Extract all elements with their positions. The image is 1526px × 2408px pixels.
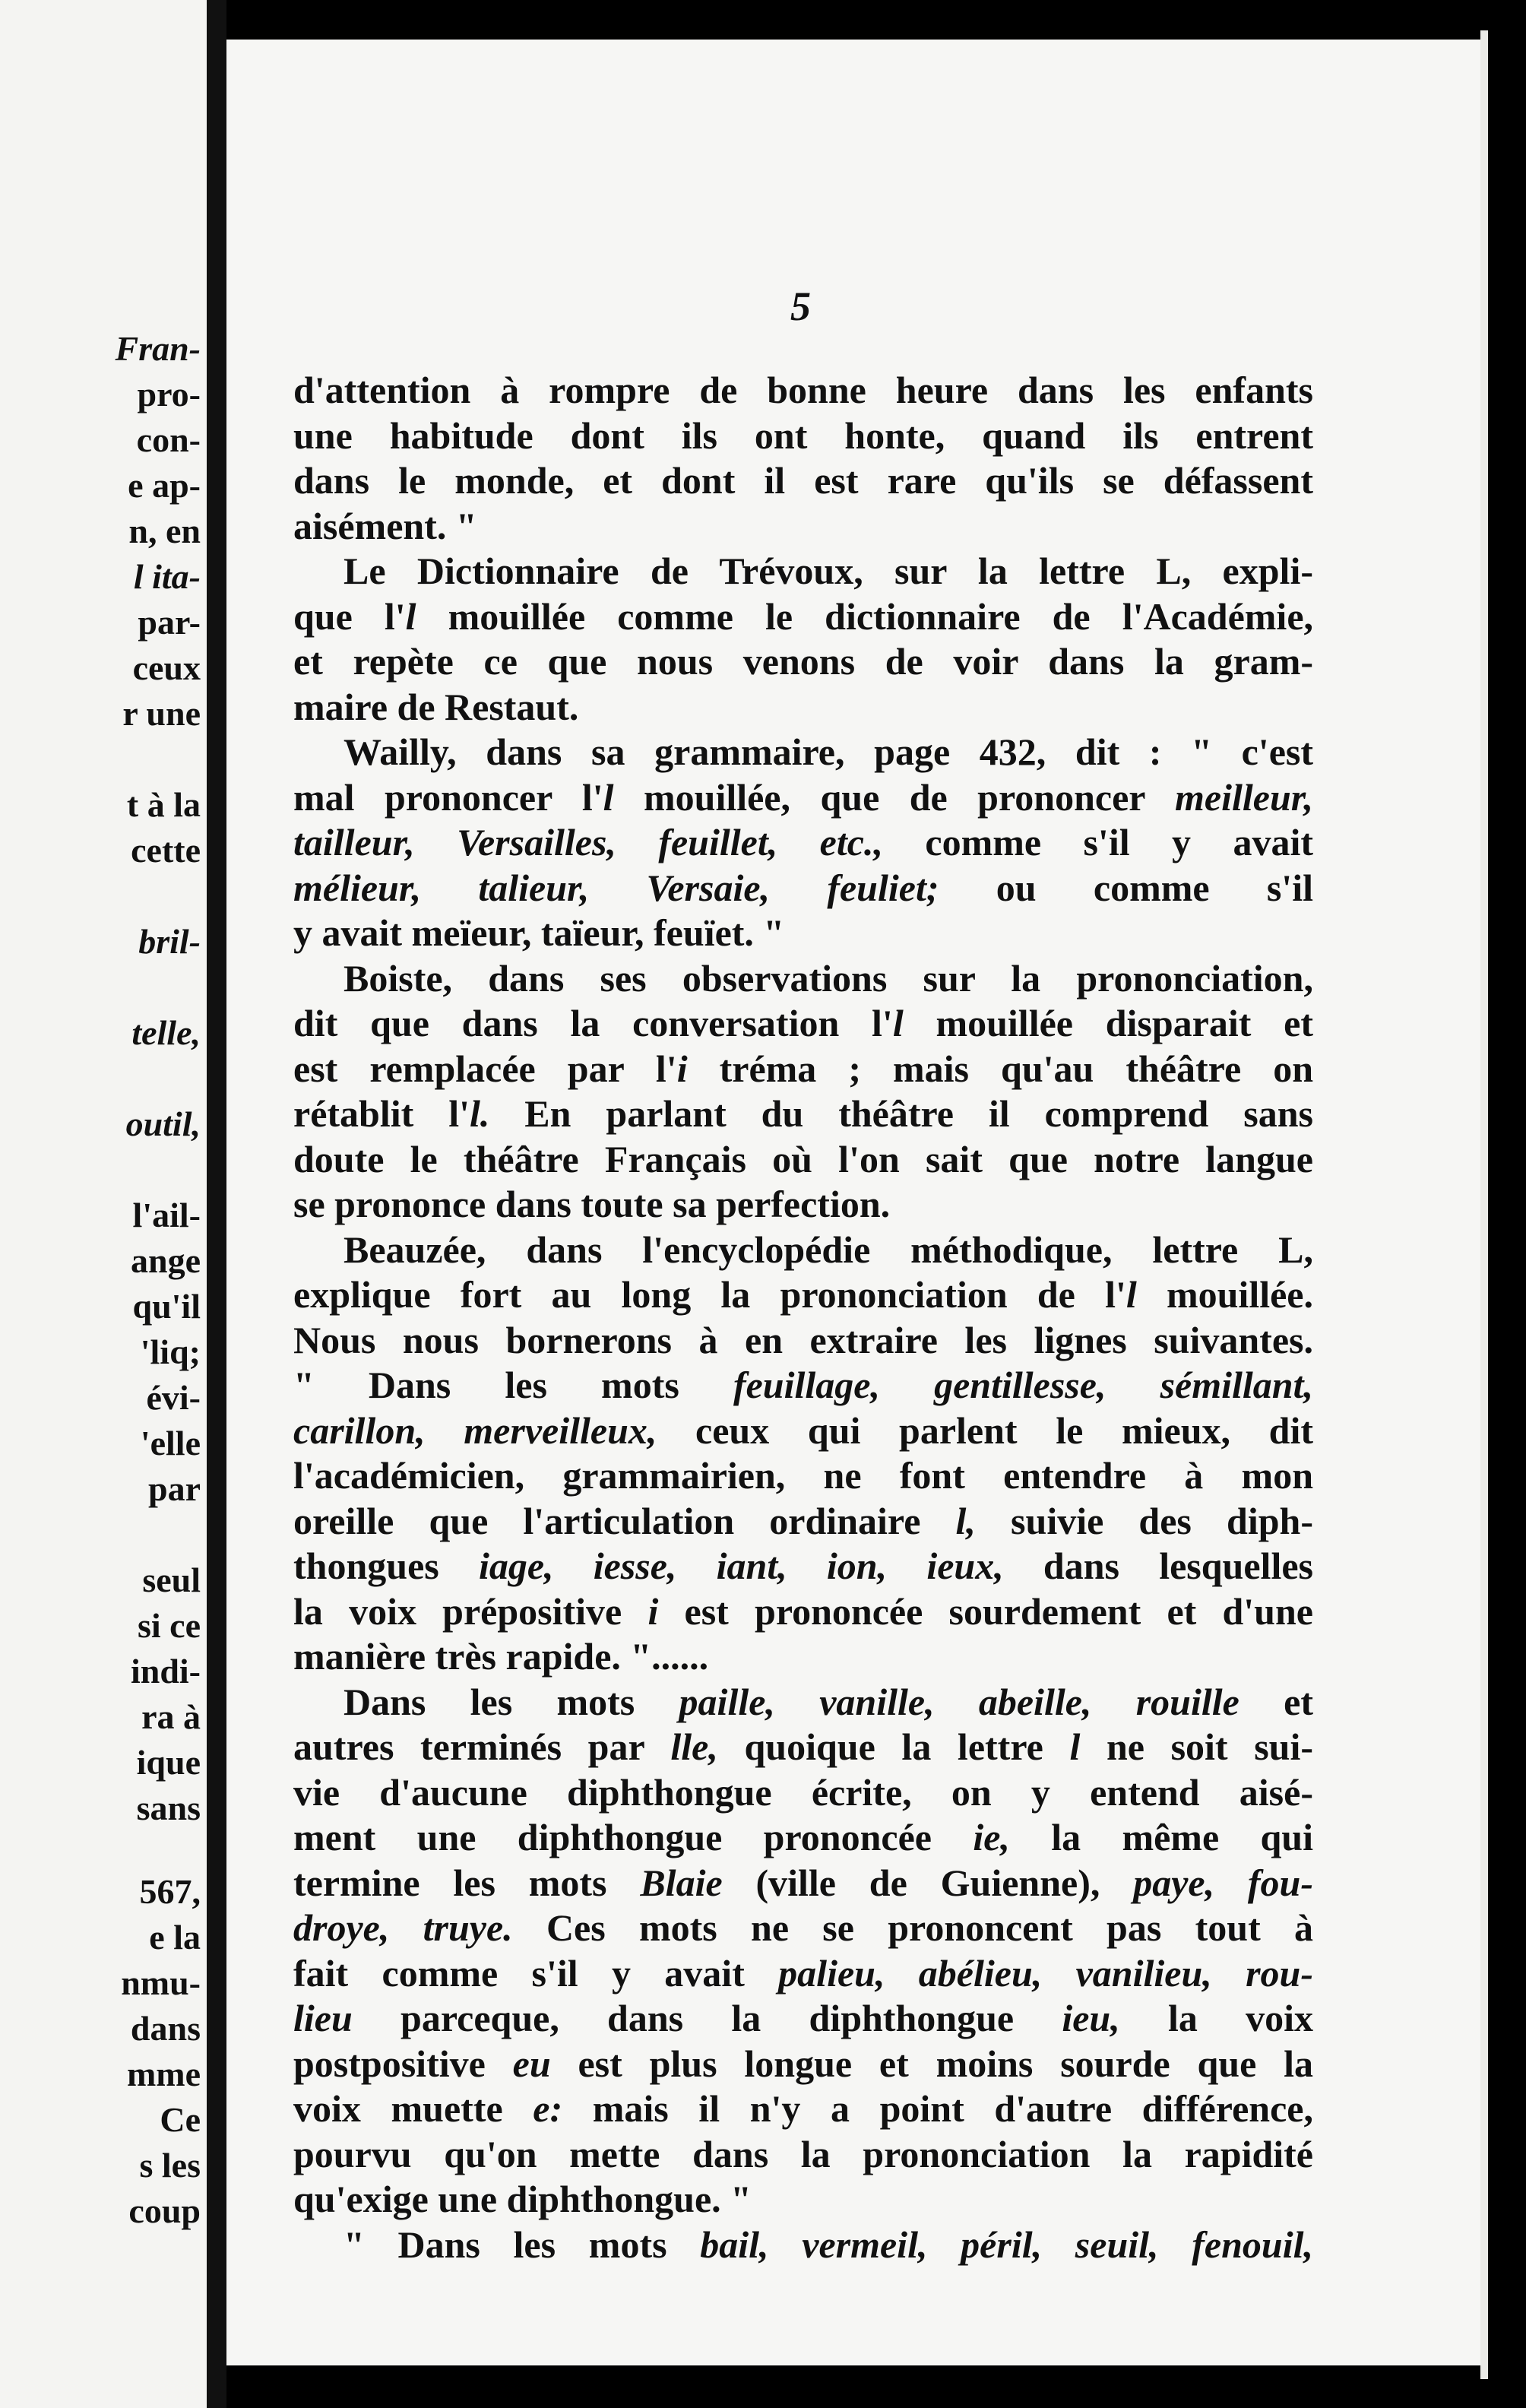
left-page-line: 'liq; (140, 1332, 201, 1371)
text-line (293, 1996, 1313, 2042)
text-run: une habitude dont ils ont honte, quand ils entrent (293, 413, 1313, 457)
text-run: fait comme s'il y avait (293, 1951, 779, 1995)
text-run: est prononcée sourdement et d'une (658, 1589, 1313, 1633)
italic-run: e: (533, 2087, 563, 2130)
left-page-line: bril- (138, 922, 201, 961)
left-page-line: r une (122, 694, 201, 733)
italic-run: carillon, merveilleux, (293, 1408, 657, 1452)
text-run: se prononce dans toute sa perfection. (293, 1183, 891, 1225)
left-page-line: mme (126, 2055, 201, 2093)
text-line (293, 1815, 1313, 1861)
italic-run: ie, (973, 1816, 1010, 1858)
text-run: rétablit l' (293, 1092, 470, 1135)
italic-run: lle, (670, 1725, 718, 1768)
book-gutter (207, 0, 226, 2408)
text-run: aisément. " (293, 504, 477, 547)
text-line (293, 1634, 1313, 1680)
italic-run: l (1126, 1273, 1137, 1316)
text-run: que l' (293, 594, 406, 638)
text-line (293, 1589, 1313, 1635)
left-page-line: indi- (130, 1652, 201, 1690)
text-line (293, 639, 1313, 685)
text-run: mouillée comme le dictionnaire de l'Académie, (416, 594, 1314, 638)
text-run: mouillée. (1136, 1273, 1313, 1316)
left-page-line: outil, (125, 1104, 201, 1143)
text-run: est remplacée par l' (293, 1047, 677, 1090)
text-line (293, 2223, 1313, 2268)
italic-run: i (676, 1047, 688, 1090)
text-run: tréma ; mais qu'au théâtre on (687, 1047, 1314, 1090)
text-run: ceux qui parlent le mieux, dit (657, 1408, 1314, 1452)
italic-run: ieu, (1062, 1997, 1120, 2039)
left-page-line: qu'il (132, 1287, 201, 1326)
left-page-line: cette (131, 831, 201, 870)
text-run: est plus longue et moins sourde que la (550, 2042, 1313, 2085)
left-page-line: ra à (141, 1697, 201, 1736)
text-run: " Dans les mots (344, 2223, 701, 2266)
text-run: et (1239, 1680, 1313, 1723)
text-line (293, 1453, 1313, 1499)
italic-run: feuillage, gentillesse, sémillant, (733, 1364, 1313, 1406)
text-run: Dans les mots (344, 1680, 679, 1723)
text-line (293, 1047, 1313, 1092)
text-line (293, 1137, 1313, 1183)
text-run: En parlant du théâtre il comprend sans (489, 1092, 1313, 1135)
italic-run: l (1069, 1725, 1081, 1768)
text-line (293, 1228, 1313, 1273)
text-line (293, 1408, 1313, 1454)
left-page-line: sans (136, 1789, 201, 1827)
text-run: Ces mots ne se prononcent pas tout à (512, 1906, 1313, 1949)
left-page-line: seul (142, 1560, 201, 1599)
left-page-line: évi- (146, 1378, 201, 1417)
text-run: mais il n'y a point d'autre différence, (562, 2087, 1313, 2130)
text-line (293, 1272, 1313, 1318)
text-line (293, 956, 1313, 1002)
left-page-line: 567, (139, 1872, 201, 1911)
text-run: autres terminés par (293, 1725, 671, 1768)
text-line (293, 1951, 1313, 1997)
text-line (293, 685, 1313, 730)
italic-run: l, (955, 1499, 976, 1542)
left-page-line: par (148, 1469, 201, 1508)
text-line (293, 1499, 1313, 1545)
text-run: pourvu qu'on mette dans la prononciation la rapidité (293, 2132, 1313, 2175)
left-page-line: ique (136, 1743, 201, 1782)
text-run: vie d'aucune diphthongue écrite, on y entend aisé- (293, 1770, 1313, 1814)
left-page-line: par- (138, 603, 201, 642)
text-line (293, 1725, 1313, 1770)
italic-run: droye, truye. (293, 1906, 513, 1949)
text-run: quoique la lettre (717, 1725, 1070, 1768)
left-page-line: si ce (137, 1606, 201, 1645)
text-run: qu'exige une diphthongue. " (293, 2178, 752, 2220)
italic-run: Blaie (640, 1861, 723, 1904)
italic-run: tailleur, Versailles, feuillet, etc., (293, 821, 883, 863)
text-run: Nous nous bornerons à en extraire les lignes suivantes. (293, 1318, 1313, 1361)
text-line (293, 2177, 1313, 2223)
text-run: " Dans les mots (293, 1364, 733, 1406)
text-run: mouillée, que de prononcer (613, 775, 1176, 819)
left-page-line: coup (128, 2191, 201, 2230)
text-run: la voix (1119, 1997, 1313, 2039)
text-line (293, 2086, 1313, 2132)
text-run: ne soit sui- (1080, 1725, 1314, 1768)
text-line (293, 1770, 1313, 1816)
left-page-line: Fran- (115, 329, 201, 368)
italic-run: eu (512, 2042, 551, 2085)
text-line (293, 1680, 1313, 1725)
text-run: y avait meïeur, taïeur, feuïet. " (293, 911, 785, 954)
left-page-line: e la (149, 1918, 201, 1956)
text-run: postpositive (293, 2042, 513, 2085)
italic-run: i (647, 1589, 659, 1633)
text-line (293, 1363, 1313, 1408)
text-line (293, 368, 1313, 413)
text-line (293, 594, 1313, 640)
text-line (293, 730, 1313, 775)
body-text (293, 368, 1313, 2267)
left-page-line: l'ail- (132, 1196, 201, 1234)
text-line (293, 2132, 1313, 2178)
text-line (293, 504, 1313, 550)
left-page-line: ange (131, 1241, 201, 1280)
text-run: d'attention à rompre de bonne heure dans les enfants (293, 369, 1313, 411)
facing-page-fragment (0, 0, 207, 2408)
italic-run: iage, iesse, iant, ion, ieux, (478, 1545, 1004, 1587)
text-run: Boiste, dans ses observations sur la prononciation, (344, 956, 1313, 1000)
text-run: comme s'il y avait (882, 821, 1313, 863)
italic-run: lieu (293, 1997, 353, 2039)
left-page-line: ceux (132, 648, 201, 687)
text-line (293, 1318, 1313, 1364)
italic-run: paye, fou- (1133, 1861, 1313, 1904)
italic-run: l (603, 775, 614, 819)
text-run: suivie des diph- (975, 1499, 1313, 1542)
text-line (293, 1001, 1313, 1047)
text-run: mouillée disparait et (903, 1002, 1313, 1044)
text-run: ment une diphthongue prononcée (293, 1816, 974, 1858)
text-run: mal prononcer l' (293, 775, 603, 819)
text-line (293, 1544, 1313, 1589)
text-line (293, 866, 1313, 911)
left-page-line: l ita- (133, 557, 201, 596)
text-line (293, 775, 1313, 821)
italic-run: l (405, 594, 416, 638)
text-line (293, 1906, 1313, 1951)
page-number: 5 (790, 284, 811, 329)
text-run: maire de Restaut. (293, 685, 579, 728)
text-run: parceque, dans la diphthongue (352, 1997, 1062, 2039)
italic-run: paille, vanille, abeille, rouille (679, 1680, 1239, 1723)
text-run: dit que dans la conversation l' (293, 1002, 893, 1044)
text-run: termine les mots (293, 1861, 641, 1904)
text-run: doute le théâtre Français où l'on sait que notre langue (293, 1137, 1313, 1180)
left-page-line: dans (130, 2009, 201, 2048)
left-page-line: e ap- (128, 466, 201, 505)
left-page-line: con- (136, 420, 201, 459)
text-run: manière très rapide. "...... (293, 1635, 709, 1678)
text-line (293, 2042, 1313, 2087)
text-run: voix muette (293, 2087, 533, 2130)
text-run: Beauzée, dans l'encyclopédie méthodique, lettre L, (344, 1228, 1313, 1271)
scan-border (1488, 0, 1526, 2408)
text-run: dans le monde, et dont il est rare qu'ils se défassent (293, 459, 1313, 502)
text-run: et repète ce que nous venons de voir dans la gram- (293, 640, 1313, 683)
left-page-line: pro- (137, 375, 201, 413)
text-line (293, 911, 1313, 956)
italic-run: bail, vermeil, péril, seuil, fenouil, (700, 2223, 1313, 2266)
text-run: l'académicien, grammairien, ne font entendre à mon (293, 1454, 1313, 1497)
italic-run: palieu, abélieu, vanilieu, rou- (778, 1951, 1313, 1995)
text-line (293, 1182, 1313, 1228)
italic-run: l. (469, 1092, 490, 1135)
text-run: ou comme s'il (939, 866, 1313, 909)
text-line (293, 549, 1313, 594)
text-line (293, 1861, 1313, 1906)
text-run: la voix prépositive (293, 1589, 648, 1633)
left-page-line: Ce (160, 2100, 201, 2139)
left-page-line: nmu- (121, 1963, 201, 2002)
italic-run: mélieur, talieur, Versaie, feuliet; (293, 866, 939, 909)
italic-run: l (892, 1002, 904, 1044)
left-page-line: 'elle (140, 1424, 201, 1462)
text-line (293, 1092, 1313, 1137)
text-run: thongues (293, 1545, 479, 1587)
text-line (293, 458, 1313, 504)
text-run: oreille que l'articulation ordinaire (293, 1499, 956, 1542)
text-line (293, 820, 1313, 866)
text-run: dans lesquelles (1003, 1545, 1313, 1587)
text-run: Wailly, dans sa grammaire, page 432, dit : " c'est (344, 730, 1313, 773)
left-page-line: s les (139, 2146, 201, 2185)
text-line (293, 413, 1313, 459)
text-run: Le Dictionnaire de Trévoux, sur la lettre L, expli- (344, 550, 1313, 592)
left-page-line: t à la (126, 785, 201, 824)
text-run: (ville de Guienne), (722, 1861, 1134, 1904)
left-page-line: telle, (131, 1013, 201, 1052)
text-run: explique fort au long la prononciation de l' (293, 1273, 1126, 1316)
left-page-line: n, en (128, 512, 201, 550)
text-run: la même qui (1009, 1816, 1313, 1858)
italic-run: meilleur, (1175, 775, 1313, 819)
